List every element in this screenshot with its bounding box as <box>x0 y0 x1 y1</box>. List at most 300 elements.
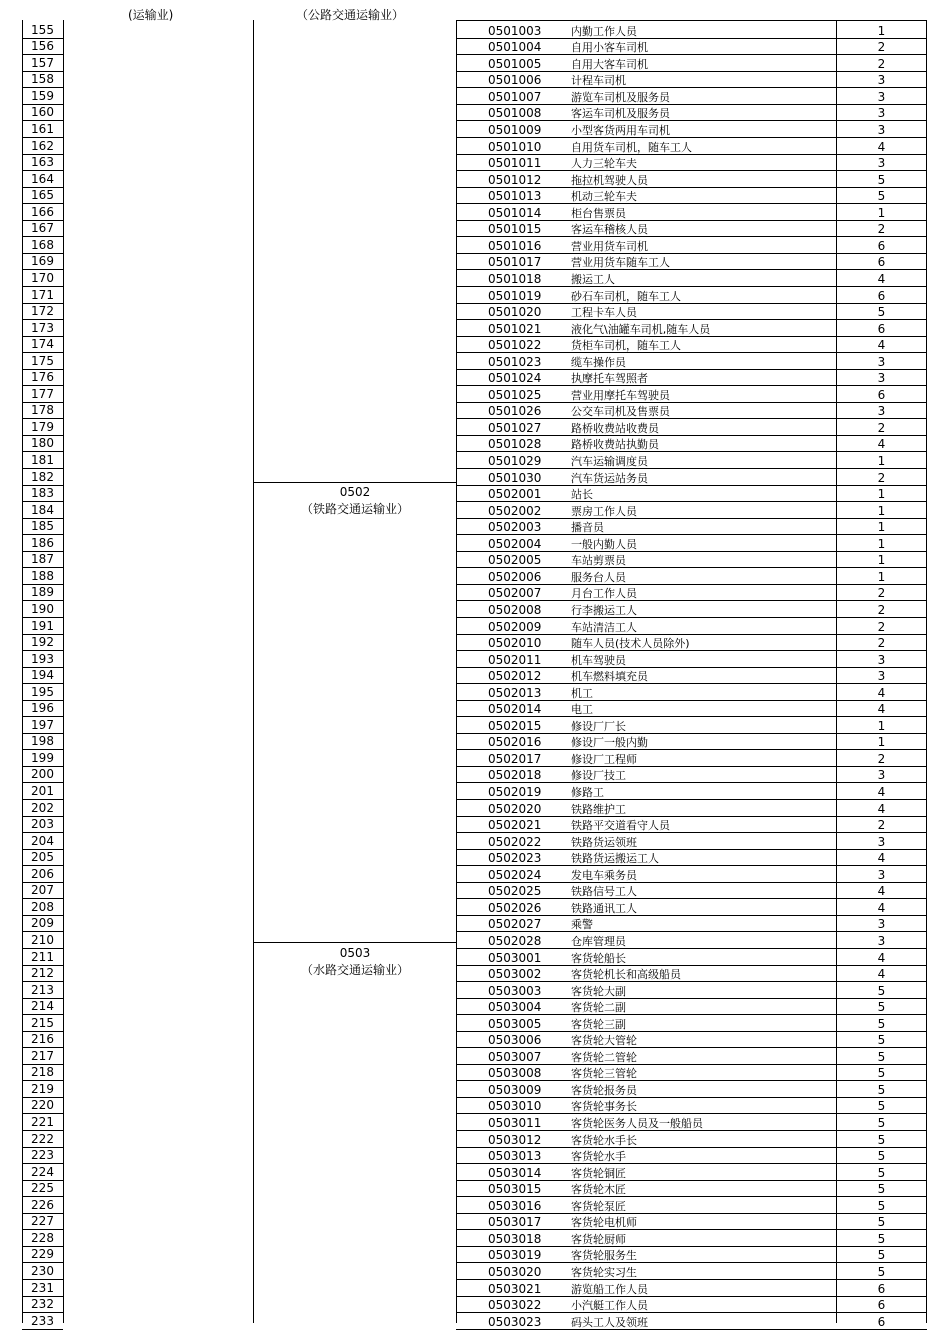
row-grade: 3 <box>877 73 886 88</box>
row-grade: 3 <box>877 354 886 369</box>
row-occupation: 客货轮二管轮 <box>571 1050 637 1064</box>
row-code: 0503007 <box>488 1049 542 1064</box>
row-occupation: 客运车稽核人员 <box>571 223 648 237</box>
table-row <box>0 502 950 519</box>
row-seq: 177 <box>22 388 63 403</box>
row-code: 0502021 <box>488 818 542 833</box>
row-grade: 4 <box>877 338 886 353</box>
row-code: 0503022 <box>488 1298 542 1313</box>
row-seq: 181 <box>22 454 63 469</box>
table-row <box>0 535 950 552</box>
row-occupation: 客货轮电机师 <box>571 1216 637 1230</box>
row-seq: 227 <box>22 1215 63 1230</box>
row-seq: 185 <box>22 520 63 535</box>
row-occupation: 机车燃料填充员 <box>571 670 648 684</box>
row-grade: 1 <box>877 536 886 551</box>
row-grade: 6 <box>877 1314 886 1329</box>
row-occupation: 公交车司机及售票员 <box>571 405 670 419</box>
row-grade: 2 <box>877 751 886 766</box>
table-row <box>0 1247 950 1264</box>
table-row <box>0 486 950 503</box>
table-row <box>0 999 950 1016</box>
row-code: 0503012 <box>488 1132 542 1147</box>
row-occupation: 机工 <box>571 686 593 700</box>
table-row <box>0 386 950 403</box>
row-grade: 4 <box>877 271 886 286</box>
row-code: 0501017 <box>488 255 542 270</box>
row-occupation: 营业用货车司机 <box>571 239 648 253</box>
row-occupation: 客运车司机及服务员 <box>571 107 670 121</box>
row-seq: 214 <box>22 1000 63 1015</box>
table-row <box>0 601 950 618</box>
row-code: 0503015 <box>488 1182 542 1197</box>
row-code: 0502005 <box>488 553 542 568</box>
row-occupation: 营业用货车随车工人 <box>571 256 670 270</box>
row-occupation: 电工 <box>571 703 593 717</box>
row-code: 0501020 <box>488 305 542 320</box>
row-occupation: 自用小客车司机 <box>571 41 648 55</box>
row-code: 0501004 <box>488 40 542 55</box>
industry-header: (运输业) <box>128 8 174 22</box>
table-row <box>0 1048 950 1065</box>
row-grade: 6 <box>877 387 886 402</box>
row-code: 0501014 <box>488 205 542 220</box>
row-seq: 209 <box>22 917 63 932</box>
row-code: 0502023 <box>488 851 542 866</box>
row-code: 0502013 <box>488 685 542 700</box>
row-occupation: 客货轮二副 <box>571 1001 626 1015</box>
row-seq: 197 <box>22 719 63 734</box>
row-seq: 228 <box>22 1232 63 1247</box>
row-seq: 205 <box>22 851 63 866</box>
row-occupation: 客货轮铜匠 <box>571 1166 626 1180</box>
row-seq: 217 <box>22 1050 63 1065</box>
row-grade: 5 <box>877 1049 886 1064</box>
row-grade: 3 <box>877 768 886 783</box>
row-occupation: 车站清洁工人 <box>571 620 637 634</box>
row-occupation: 小汽艇工作人员 <box>571 1299 648 1313</box>
row-seq: 233 <box>22 1315 63 1330</box>
row-code: 0503016 <box>488 1198 542 1213</box>
table-row <box>0 1131 950 1148</box>
row-occupation: 客货轮水手 <box>571 1150 626 1164</box>
row-grade: 1 <box>877 569 886 584</box>
table-row <box>0 171 950 188</box>
row-seq: 186 <box>22 537 63 552</box>
table-row <box>0 72 950 89</box>
row-grade: 5 <box>877 1116 886 1131</box>
table-row <box>0 1280 950 1297</box>
row-code: 0502016 <box>488 735 542 750</box>
table-row <box>0 254 950 271</box>
row-code: 0501008 <box>488 106 542 121</box>
row-grade: 5 <box>877 1198 886 1213</box>
row-grade: 6 <box>877 255 886 270</box>
table-row <box>0 668 950 685</box>
row-grade: 3 <box>877 123 886 138</box>
table-row <box>0 1181 950 1198</box>
row-seq: 224 <box>22 1166 63 1181</box>
row-seq: 201 <box>22 785 63 800</box>
row-occupation: 铁路平交道看守人员 <box>571 819 670 833</box>
row-grade: 2 <box>877 818 886 833</box>
row-grade: 1 <box>877 553 886 568</box>
row-occupation: 缆车操作员 <box>571 355 626 369</box>
table-row <box>0 552 950 569</box>
row-seq: 199 <box>22 752 63 767</box>
row-occupation: 人力三轮车夫 <box>571 157 637 171</box>
row-code: 0502018 <box>488 768 542 783</box>
row-code: 0501009 <box>488 123 542 138</box>
table-row <box>0 1081 950 1098</box>
table-row <box>0 370 950 387</box>
row-seq: 208 <box>22 901 63 916</box>
table-row <box>0 750 950 767</box>
row-grade: 1 <box>877 454 886 469</box>
table-row <box>0 916 950 933</box>
row-occupation: 搬运工人 <box>571 272 615 286</box>
row-code: 0502019 <box>488 785 542 800</box>
row-grade: 4 <box>877 437 886 452</box>
row-occupation: 工程卡车人员 <box>571 306 637 320</box>
table-row <box>0 221 950 238</box>
row-grade: 5 <box>877 1264 886 1279</box>
row-occupation: 游览船工作人员 <box>571 1282 648 1296</box>
table-row <box>0 287 950 304</box>
category-name-rail: （铁路交通运输业） <box>300 502 409 516</box>
row-code: 0503023 <box>488 1314 542 1329</box>
row-code: 0501025 <box>488 387 542 402</box>
table-row <box>0 337 950 354</box>
row-code: 0503002 <box>488 967 542 982</box>
row-occupation: 机动三轮车夫 <box>571 190 637 204</box>
row-seq: 212 <box>22 967 63 982</box>
row-code: 0501026 <box>488 404 542 419</box>
row-grade: 4 <box>877 702 886 717</box>
row-seq: 226 <box>22 1199 63 1214</box>
row-occupation: 内勤工作人员 <box>571 24 637 38</box>
table-row <box>0 734 950 751</box>
row-code: 0501024 <box>488 371 542 386</box>
row-occupation: 砂石车司机，随车工人 <box>571 289 681 303</box>
row-code: 0501016 <box>488 238 542 253</box>
row-code: 0501028 <box>488 437 542 452</box>
row-seq: 193 <box>22 653 63 668</box>
row-seq: 204 <box>22 835 63 850</box>
row-seq: 165 <box>22 189 63 204</box>
row-code: 0502017 <box>488 751 542 766</box>
table-row <box>0 155 950 172</box>
row-grade: 5 <box>877 1165 886 1180</box>
row-seq: 211 <box>22 951 63 966</box>
row-code: 0503001 <box>488 950 542 965</box>
row-grade: 5 <box>877 1000 886 1015</box>
row-code: 0502027 <box>488 917 542 932</box>
table-row <box>0 204 950 221</box>
row-grade: 2 <box>877 586 886 601</box>
table-row <box>0 453 950 470</box>
row-occupation: 客货轮医务人员及一般船员 <box>571 1117 703 1131</box>
table-row <box>0 701 950 718</box>
row-grade: 5 <box>877 1082 886 1097</box>
row-code: 0502011 <box>488 652 542 667</box>
table-row <box>0 1164 950 1181</box>
row-grade: 4 <box>877 685 886 700</box>
row-code: 0503006 <box>488 1033 542 1048</box>
row-occupation: 铁路信号工人 <box>571 885 637 899</box>
table-row <box>0 651 950 668</box>
category-code-rail: 0502 <box>339 485 371 499</box>
row-code: 0502006 <box>488 569 542 584</box>
row-code: 0502020 <box>488 801 542 816</box>
row-occupation: 客货轮泵匠 <box>571 1199 626 1213</box>
table-row <box>0 304 950 321</box>
row-grade: 4 <box>877 785 886 800</box>
row-code: 0502026 <box>488 900 542 915</box>
table-row <box>0 419 950 436</box>
row-code: 0501006 <box>488 73 542 88</box>
row-grade: 6 <box>877 1298 886 1313</box>
row-code: 0502001 <box>488 487 542 502</box>
row-occupation: 站长 <box>571 488 593 502</box>
row-grade: 3 <box>877 156 886 171</box>
table-row <box>0 932 950 949</box>
row-occupation: 货柜车司机，随车工人 <box>571 339 681 353</box>
row-code: 0503020 <box>488 1264 542 1279</box>
table-row <box>0 833 950 850</box>
table-row <box>0 1032 950 1049</box>
row-grade: 4 <box>877 884 886 899</box>
row-grade: 6 <box>877 321 886 336</box>
row-grade: 6 <box>877 1281 886 1296</box>
row-grade: 5 <box>877 1182 886 1197</box>
table-row <box>0 1148 950 1165</box>
row-occupation: 铁路通讯工人 <box>571 901 637 915</box>
row-seq: 172 <box>22 305 63 320</box>
row-seq: 225 <box>22 1182 63 1197</box>
row-occupation: 铁路货运领班 <box>571 835 637 849</box>
table-row <box>0 188 950 205</box>
row-code: 0502003 <box>488 520 542 535</box>
row-grade: 4 <box>877 851 886 866</box>
row-seq: 180 <box>22 437 63 452</box>
row-seq: 170 <box>22 272 63 287</box>
table-row <box>0 320 950 337</box>
row-grade: 3 <box>877 106 886 121</box>
row-grade: 5 <box>877 1149 886 1164</box>
row-occupation: 计程车司机 <box>571 74 626 88</box>
row-seq: 157 <box>22 57 63 72</box>
row-grade: 5 <box>877 1033 886 1048</box>
table-row <box>0 1098 950 1115</box>
row-seq: 160 <box>22 106 63 121</box>
row-grade: 3 <box>877 404 886 419</box>
row-seq: 188 <box>22 570 63 585</box>
row-grade: 5 <box>877 1231 886 1246</box>
row-occupation: 拖拉机驾驶人员 <box>571 173 648 187</box>
table-top-rule <box>456 20 927 21</box>
row-occupation: 自用大客车司机 <box>571 57 648 71</box>
row-grade: 3 <box>877 933 886 948</box>
row-seq: 162 <box>22 140 63 155</box>
row-code: 0501019 <box>488 288 542 303</box>
row-grade: 3 <box>877 867 886 882</box>
row-occupation: 游览车司机及服务员 <box>571 90 670 104</box>
row-code: 0501030 <box>488 470 542 485</box>
row-occupation: 码头工人及领班 <box>571 1315 648 1329</box>
table-row <box>0 436 950 453</box>
row-code: 0502002 <box>488 503 542 518</box>
row-code: 0503021 <box>488 1281 542 1296</box>
row-seq: 220 <box>22 1099 63 1114</box>
row-occupation: 随车人员(技术人员除外) <box>571 637 690 651</box>
row-occupation: 路桥收费站收费员 <box>571 421 659 435</box>
row-code: 0503005 <box>488 1016 542 1031</box>
row-seq: 173 <box>22 322 63 337</box>
row-grade: 3 <box>877 917 886 932</box>
row-grade: 2 <box>877 56 886 71</box>
row-seq: 218 <box>22 1066 63 1081</box>
table-row <box>0 1065 950 1082</box>
row-code: 0501005 <box>488 56 542 71</box>
row-code: 0503011 <box>488 1116 542 1131</box>
table-row <box>0 618 950 635</box>
row-occupation: 小型客货两用车司机 <box>571 124 670 138</box>
row-seq: 215 <box>22 1017 63 1032</box>
table-row <box>0 866 950 883</box>
row-occupation: 铁路维护工 <box>571 802 626 816</box>
table-row <box>0 403 950 420</box>
row-seq: 191 <box>22 620 63 635</box>
table-row <box>0 684 950 701</box>
row-code: 0502010 <box>488 636 542 651</box>
row-seq: 223 <box>22 1149 63 1164</box>
row-grade: 1 <box>877 23 886 38</box>
row-code: 0502008 <box>488 602 542 617</box>
table-row <box>0 138 950 155</box>
row-seq: 222 <box>22 1133 63 1148</box>
row-grade: 3 <box>877 371 886 386</box>
row-occupation: 发电车乘务员 <box>571 868 637 882</box>
row-seq: 231 <box>22 1282 63 1297</box>
row-grade: 5 <box>877 1016 886 1031</box>
row-seq: 183 <box>22 487 63 502</box>
table-row <box>0 88 950 105</box>
row-occupation: 仓库管理员 <box>571 934 626 948</box>
row-code: 0502012 <box>488 669 542 684</box>
row-code: 0501015 <box>488 222 542 237</box>
row-occupation: 修设厂一般内勤 <box>571 736 648 750</box>
table-row <box>0 270 950 287</box>
row-seq: 192 <box>22 636 63 651</box>
row-seq: 168 <box>22 239 63 254</box>
row-occupation: 客货轮事务长 <box>571 1100 637 1114</box>
row-grade: 5 <box>877 1248 886 1263</box>
row-seq: 230 <box>22 1265 63 1280</box>
row-grade: 2 <box>877 40 886 55</box>
row-occupation: 客货轮三副 <box>571 1017 626 1031</box>
row-grade: 6 <box>877 288 886 303</box>
row-grade: 3 <box>877 669 886 684</box>
row-seq: 179 <box>22 421 63 436</box>
row-code: 0502014 <box>488 702 542 717</box>
table-row <box>0 568 950 585</box>
row-seq: 171 <box>22 289 63 304</box>
row-occupation: 一般内勤人员 <box>571 537 637 551</box>
table-row <box>0 767 950 784</box>
row-seq: 164 <box>22 173 63 188</box>
row-grade: 2 <box>877 222 886 237</box>
row-seq: 174 <box>22 338 63 353</box>
row-grade: 3 <box>877 89 886 104</box>
row-occupation: 汽车运输调度员 <box>571 455 648 469</box>
table-row <box>0 982 950 999</box>
table-row <box>0 237 950 254</box>
row-grade: 4 <box>877 950 886 965</box>
row-occupation: 机车驾驶员 <box>571 653 626 667</box>
table-row <box>0 784 950 801</box>
row-grade: 6 <box>877 238 886 253</box>
row-seq: 161 <box>22 123 63 138</box>
row-seq: 166 <box>22 206 63 221</box>
row-seq: 175 <box>22 355 63 370</box>
row-code: 0502004 <box>488 536 542 551</box>
row-occupation: 票房工作人员 <box>571 504 637 518</box>
row-seq: 195 <box>22 686 63 701</box>
row-occupation: 客货轮木匠 <box>571 1183 626 1197</box>
row-grade: 5 <box>877 305 886 320</box>
row-code: 0501022 <box>488 338 542 353</box>
row-grade: 5 <box>877 172 886 187</box>
row-grade: 5 <box>877 1099 886 1114</box>
row-occupation: 车站剪票员 <box>571 554 626 568</box>
row-code: 0501011 <box>488 156 542 171</box>
row-grade: 4 <box>877 139 886 154</box>
row-code: 0501029 <box>488 454 542 469</box>
table-row <box>0 55 950 72</box>
row-grade: 2 <box>877 470 886 485</box>
row-seq: 213 <box>22 984 63 999</box>
row-code: 0503014 <box>488 1165 542 1180</box>
row-seq: 190 <box>22 603 63 618</box>
row-seq: 229 <box>22 1248 63 1263</box>
table-row <box>0 717 950 734</box>
table-row <box>0 353 950 370</box>
row-seq: 184 <box>22 504 63 519</box>
row-seq: 163 <box>22 156 63 171</box>
row-code: 0503008 <box>488 1066 542 1081</box>
row-code: 0502015 <box>488 718 542 733</box>
row-grade: 1 <box>877 503 886 518</box>
row-occupation: 执摩托车驾照者 <box>571 372 648 386</box>
row-grade: 1 <box>877 205 886 220</box>
row-code: 0501010 <box>488 139 542 154</box>
row-code: 0502007 <box>488 586 542 601</box>
table-row <box>0 1263 950 1280</box>
row-seq: 196 <box>22 702 63 717</box>
row-seq: 187 <box>22 553 63 568</box>
table-row <box>0 1115 950 1132</box>
row-occupation: 客货轮服务生 <box>571 1249 637 1263</box>
table-row <box>0 39 950 56</box>
table-row <box>0 949 950 966</box>
row-grade: 5 <box>877 1132 886 1147</box>
row-seq: 198 <box>22 735 63 750</box>
row-grade: 2 <box>877 420 886 435</box>
row-seq: 176 <box>22 371 63 386</box>
row-code: 0502009 <box>488 619 542 634</box>
row-grade: 3 <box>877 652 886 667</box>
